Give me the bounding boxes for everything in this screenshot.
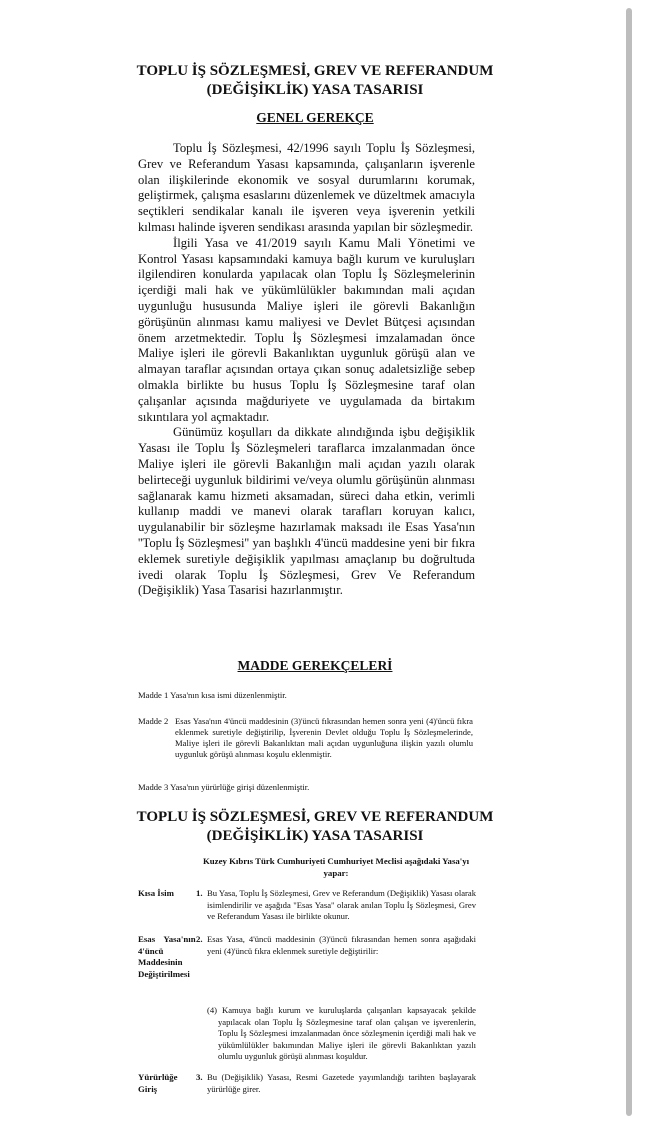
article-3-label-part-2: Giriş	[138, 1083, 158, 1094]
madde-3-gerekce: Madde 3 Yasa'nın yürürlüğe girişi düzenlenmiştir.	[138, 782, 310, 792]
article-3-number: 3.	[196, 1072, 203, 1082]
paragraph-3: Günümüz koşulları da dikkate alındığında işbu değişiklik Yasası ile Toplu İş Sözleşmeleri taraflarca imzalanmadan önce Maliye işleri ile görevli Bakanlığın mali açıdan yazılı olarak belirteceği uygunluk bildirimi ve/veya olumlu görüşünün alınması sağlanarak kamu hizmeti aksamadan, süreci daha etkin, verimli kullanıp maddi ve manevi olarak tarafları koruyan kalıcı, uygulanabilir bir sözleşme hazırlamak maksadı ile Esas Yasa'nın ''Toplu İş Sözleşmesi'' yan başlıklı 4'üncü maddesine yeni bir fıkra eklemek suretiyle değişiklik yapılması amaçlanıp bu doğrultuda ivedi olarak Toplu İş Sözleşmesi, Grev Ve Referandum (Değişiklik) Yasa Tasarisi hazırlanmıştır.	[138, 425, 475, 598]
article-2-label-part-2: Yasa'nın	[163, 934, 196, 944]
madde-1-gerekce: Madde 1 Yasa'nın kısa ismi düzenlenmiştir.	[138, 690, 287, 700]
article-1-margin-title: Kısa İsim	[138, 888, 174, 898]
article-2-text: Esas Yasa, 4'üncü maddesinin (3)'üncü fıkrasından hemen sonra aşağıdaki yeni (4)'üncü fıkra eklenmek suretiyle değiştirilir:	[207, 934, 476, 956]
document-title	[120, 62, 510, 100]
article-3-margin-title	[138, 1072, 202, 1095]
article-2-paragraph-4-text: (4) Kamuya bağlı kurum ve kuruluşlarda çalışanları kapsayacak şekilde yapılacak olan Toplu İş Sözleşmesine taraf olan çalışan ve işverenlerin, Toplu İş Sözleşmesi imzalanmadan önce sözleşmenin içerdiği mali hak ve yükümlülükler bakımından Maliye işleri ile görevli Bakanlıktan yazılı olumlu uygunluk görüşü alınması koşuldur.	[207, 1005, 476, 1061]
article-3-label-part-1: Yürürlüğe	[138, 1072, 178, 1082]
article-2-label-part-5: Değiştirilmesi	[138, 968, 190, 979]
madde-gerekceleri-heading: MADDE GEREKÇELERİ	[237, 658, 393, 673]
paragraph-2: İlgili Yasa ve 41/2019 sayılı Kamu Mali Yönetimi ve Kontrol Yasası kapsamındaki kamuya bağlı kurum ve kuruluşları ilgilendiren konularda yapılacak olan Toplu İş Sözleşmelerinin içerdiği mali hak ve yükümlülükler bakımından mali açıdan uygunluğu hususunda Maliye işleri ile görevli Bakanlığın görüşünün alınması kamu maliyesi ve Devlet Bütçesi açısından önem arzetmektedir. Toplu İş Sözleşmesi imzalamadan önce Maliye işleri ile görevli Bakanlıktan uygunluk görüşü alan ve almayan taraflar açısından ortaya çıkan sonuç adaletsizliğe sebep olmakla birlikte bu husus Toplu İş Sözleşmesine taraf olan çalışanlar açısında mağduriyete ve uygulamada da birtakım sıkıntılara yol açmaktadır.	[138, 235, 475, 424]
paragraph-1: Toplu İş Sözleşmesi, 42/1996 sayılı Toplu İş Sözleşmesi, Grev ve Referandum Yasası kapsamında, çalışanların işverenle olan ilişkilerinde ekonomik ve sosyal durumlarını korumak, geliştirmek, çalışma esaslarını düzenlemek ve düzeltmek amacıyla seçtikleri sendikalar kanalı ile işveren veya işverenin yetkili kılması halinde işveren sendikası arasında yapılan bir sözleşmedir.	[138, 141, 475, 234]
article-1-number: 1.	[196, 888, 203, 898]
bill-title-line-1: TOPLU İŞ SÖZLEŞMESİ, GREV VE REFERANDUM	[136, 809, 494, 825]
enacting-clause	[196, 855, 476, 879]
article-2-margin-title	[138, 934, 202, 980]
article-2-number: 2.	[196, 934, 203, 944]
enacting-line-2: yapar:	[323, 868, 349, 878]
article-2-label-part-1: Esas	[138, 934, 156, 944]
madde-2-text: Esas Yasa'nın 4'üncü maddesinin (3)'üncü fıkrasından hemen sonra yeni (4)'üncü fıkra eklenmek suretiyle değiştirilip, İşverenin Devlet olduğu Toplu İş Sözleşmelerinde, Maliye işleri ile görevli Bakanlıktan mali açıdan uygunluğuna ilişkin yazılı olumlu uygunluk görüşü alınması koşulu eklenmiştir.	[175, 716, 473, 759]
article-1-text: Bu Yasa, Toplu İş Sözleşmesi, Grev ve Referandum (Değişiklik) Yasası olarak isimlendirilir ve aşağıda "Esas Yasa" olarak anılan Toplu İş Sözleşmesi, Grev ve Referandum Yasası ile birlikte okunur.	[207, 888, 476, 921]
bill-title	[120, 808, 510, 846]
bill-title-line-2: (DEĞİŞİKLİK) YASA TASARISI	[206, 828, 424, 844]
article-2-label-part-4: Maddesinin	[138, 957, 183, 967]
article-2-label-part-3: 4'üncü	[138, 945, 164, 956]
title-line-1: TOPLU İŞ SÖZLEŞMESİ, GREV VE REFERANDUM	[136, 63, 494, 79]
madde-2-gerekce	[138, 716, 473, 760]
article-2-paragraph-4	[207, 1005, 476, 1063]
genel-gerekce-heading: GENEL GEREKÇE	[256, 110, 374, 125]
madde-2-label: Madde 2	[138, 716, 169, 726]
enacting-line-1: Kuzey Kıbrıs Türk Cumhuriyeti Cumhuriyet Meclisi aşağıdaki Yasa'yı	[202, 856, 470, 866]
title-line-2: (DEĞİŞİKLİK) YASA TASARISI	[206, 82, 424, 98]
genel-gerekce-body	[138, 141, 475, 599]
article-3-text: Bu (Değişiklik) Yasası, Resmi Gazetede yayımlandığı tarihten başlayarak yürürlüğe girer.	[207, 1072, 476, 1094]
vertical-scrollbar[interactable]	[626, 8, 632, 1116]
